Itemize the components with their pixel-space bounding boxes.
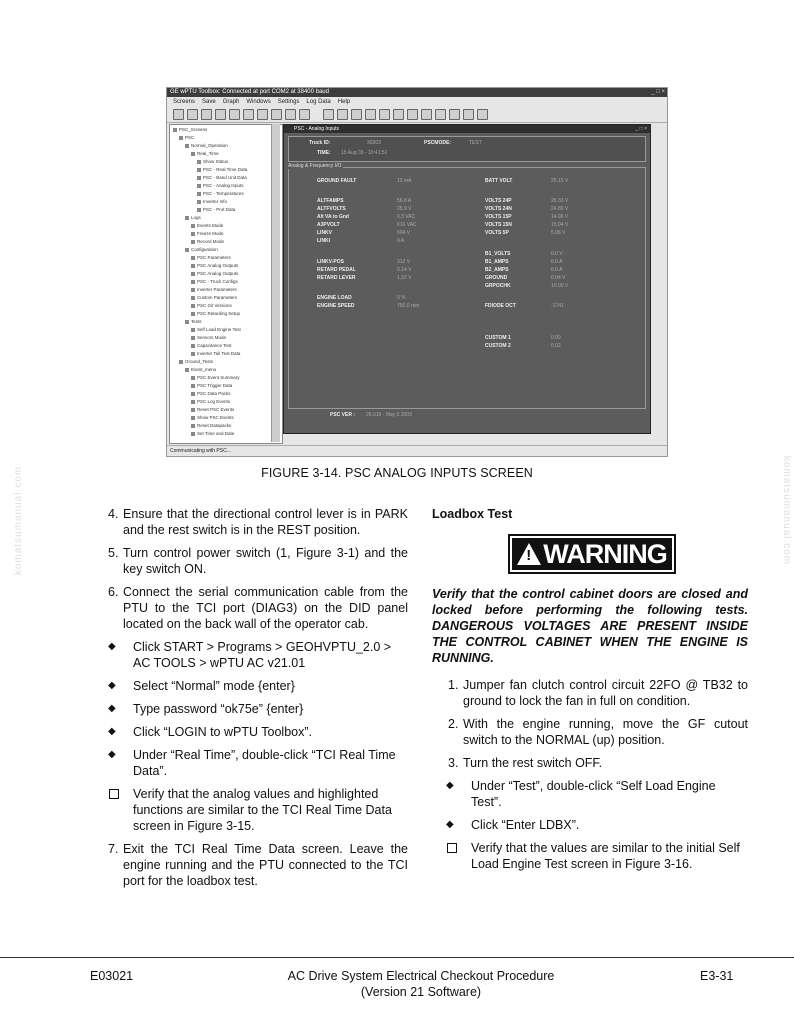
toolbar-button-icon[interactable] xyxy=(407,109,418,120)
truck-id-label: Truck ID: xyxy=(309,140,331,146)
field-value: 24.89 V xyxy=(551,206,569,212)
bullet-step xyxy=(446,817,748,833)
step-number: 3. xyxy=(448,756,459,770)
footer-title-line1: AC Drive System Electrical Checkout Procedure xyxy=(287,969,555,983)
tree-item[interactable]: Real_Time xyxy=(191,151,219,157)
field-label: ALTFVOLTS xyxy=(317,206,346,212)
step-text: Connect the serial communication cable from the PTU to the TCI port (DIAG3) on the DID panel located on the back wall of the operator cab. xyxy=(123,585,408,631)
step-number: 4. xyxy=(108,507,119,521)
tree-item[interactable]: Normal_Operation xyxy=(185,143,228,149)
field-value: 0.3 VAC xyxy=(397,214,416,220)
bullet-step xyxy=(108,639,408,671)
tree-item[interactable]: PSC Data Packs xyxy=(191,391,231,397)
toolbar-button-icon[interactable] xyxy=(421,109,432,120)
toolbar-button-icon[interactable] xyxy=(229,109,240,120)
tree-item[interactable]: Show PSC Events xyxy=(191,415,234,421)
tree-item[interactable]: Inverter Parameters xyxy=(191,287,237,293)
step-text: Click “Enter LDBX”. xyxy=(471,818,580,832)
tree-item[interactable]: Set Time and Date xyxy=(191,431,234,437)
tree-item[interactable]: Capacitance Test xyxy=(191,343,231,349)
field-value: 14.96 V xyxy=(551,214,569,220)
field-label: ENGINE LOAD xyxy=(317,295,352,301)
diamond-bullet-icon: ◆ xyxy=(108,703,116,714)
warning-triangle-icon xyxy=(517,543,541,565)
field-label: B2_AMPS xyxy=(485,267,509,273)
tree-item[interactable]: Logs xyxy=(185,215,201,221)
field-value: 15.04 V xyxy=(551,222,569,228)
numbered-step xyxy=(108,584,408,632)
field-label: GROUND xyxy=(485,275,508,281)
field-label: ALTFAMPS xyxy=(317,198,344,204)
toolbar-button-icon[interactable] xyxy=(449,109,460,120)
figure-caption: FIGURE 3-14. PSC ANALOG INPUTS SCREEN xyxy=(261,466,533,480)
field-label: VOLTS 15N xyxy=(485,222,512,228)
pscmode-value: TEST xyxy=(469,140,482,146)
step-text: With the engine running, move the GF cutout switch to the NORMAL (up) position. xyxy=(463,717,748,747)
toolbar-button-icon[interactable] xyxy=(271,109,282,120)
pscmode-label: PSCMODE: xyxy=(424,140,451,146)
watermark-left: komatsumanual.com xyxy=(13,465,25,576)
numbered-step xyxy=(108,545,408,577)
toolbar-button-icon[interactable] xyxy=(215,109,226,120)
toolbar-button-icon[interactable] xyxy=(323,109,334,120)
numbered-step xyxy=(448,677,748,709)
analog-inputs-window: PSC - Analog Inputs _ □ × Truck ID: 30303 PSCMODE: TEST TIME: 15 Aug 03 - 10:41:51 Analog & Frequency I/O GROUND FAULT 12 mA ALTFAMPS 56.8 A ALTFVOLTS 25.9 V Alt VA to Gnd 0.3 VAC A3PVOLT 616 VAC LINKV 604 V LINKI 0 A LINKV-POS 312 V RETARD PEDAL 0.14 V RETARD LEVER 1.32 V ENGINE LOAD 0 % ENGINE SPEED 750.0 rpm BATT VOLT 25.15 V VOLTS 24P 25.33 V VOLTS 24N 24.89 V VOLTS 15P 14.96 V VOLTS 15N 15.04 V VOLTS 5P 5.06 V B1_VOLTS 0.0 V B1_AMPS 0.0 A B2_AMPS 0.0 A GROUND 0.04 V GRPOCHK 10.00 V FDIODE OCT -1741 CUSTOM 1 0.00 CUSTOM 2 0.02 PSC VER : 26.015 - May 5 2003 xyxy=(283,124,651,434)
field-label: FDIODE OCT xyxy=(485,303,516,309)
field-label: VOLTS 15P xyxy=(485,214,512,220)
field-value: 0.14 V xyxy=(397,267,412,273)
toolbar-button-icon[interactable] xyxy=(285,109,296,120)
tree-item[interactable]: Custom Parameters xyxy=(191,295,237,301)
tree-item[interactable]: Ground_Tests xyxy=(179,359,213,365)
field-value: 0 % xyxy=(397,295,406,301)
numbered-step xyxy=(448,755,748,771)
footer-rule xyxy=(0,957,794,958)
diamond-bullet-icon: ◆ xyxy=(108,749,116,760)
tree-item[interactable]: Configuration xyxy=(185,247,218,253)
field-label: ENGINE SPEED xyxy=(317,303,355,309)
numbered-step xyxy=(108,506,408,538)
tree-item[interactable]: PSC Analog Outputs xyxy=(191,263,238,269)
tree-item[interactable]: PSC Git Versions xyxy=(191,303,232,309)
field-value: 25.9 V xyxy=(397,206,412,212)
step-number: 6. xyxy=(108,585,119,599)
numbered-step xyxy=(448,716,748,748)
menu-item[interactable]: Save xyxy=(202,99,216,105)
field-label: VOLTS 24N xyxy=(485,206,512,212)
field-label: GRPOCHK xyxy=(485,283,511,289)
tree-item[interactable]: Show Status xyxy=(197,159,228,165)
field-label: VOLTS 24P xyxy=(485,198,512,204)
diamond-bullet-icon: ◆ xyxy=(108,641,116,652)
right-column xyxy=(432,506,748,879)
field-label: LINKI xyxy=(317,238,331,244)
field-value: 56.8 A xyxy=(397,198,412,204)
right-steps xyxy=(432,677,748,872)
watermark-right: komatsumanual.com xyxy=(781,455,793,566)
tree-item[interactable]: Freeze Mode xyxy=(191,231,224,237)
step-text: Type password “ok75e” {enter} xyxy=(133,702,304,716)
field-value: 0.04 V xyxy=(551,275,566,281)
field-label: VOLTS 5P xyxy=(485,230,509,236)
menu-item[interactable]: Settings xyxy=(277,99,300,105)
toolbar-button-icon[interactable] xyxy=(351,109,362,120)
tree-item[interactable]: PSC Trigger Data xyxy=(191,383,232,389)
field-value: 1.32 V xyxy=(397,275,412,281)
field-label: LINKV-POS xyxy=(317,259,344,265)
menu-item[interactable]: Windows xyxy=(246,99,271,105)
toolbar-button-icon[interactable] xyxy=(463,109,474,120)
field-label: Alt VA to Gnd xyxy=(317,214,349,220)
analog-panel xyxy=(288,163,646,409)
tree-item[interactable]: PSC - Prot Data xyxy=(197,207,235,213)
field-value: 312 V xyxy=(397,259,411,265)
footer-title xyxy=(0,968,794,1000)
tree-item[interactable]: Self Load Engine Test xyxy=(191,327,241,333)
bullet-step xyxy=(108,747,408,779)
checkbox-step xyxy=(108,786,408,834)
numbered-step xyxy=(108,841,408,889)
child-window-title: PSC - Analog Inputs xyxy=(294,126,340,132)
footer-title-line2: (Version 21 Software) xyxy=(360,985,482,999)
diamond-bullet-icon: ◆ xyxy=(108,680,116,691)
toolbar-button-icon[interactable] xyxy=(201,109,212,120)
menu-item[interactable]: Screens xyxy=(173,99,196,105)
tree-item[interactable]: PSC Log Events xyxy=(191,399,230,405)
field-value: 604 V xyxy=(397,230,411,236)
tree-item[interactable]: PSC - Real Time Data xyxy=(197,167,247,173)
tree-item[interactable]: PSC Analog Outputs xyxy=(191,271,238,277)
step-text: Verify that the values are similar to the initial Self Load Engine Test screen in Figure 3-16. xyxy=(471,841,740,871)
field-value: 25.33 V xyxy=(551,198,569,204)
step-text: Turn control power switch (1, Figure 3-1) and the key switch ON. xyxy=(123,546,408,576)
field-label: B1_VOLTS xyxy=(485,251,511,257)
field-value: 0.0 A xyxy=(551,267,563,273)
step-number: 1. xyxy=(448,678,459,692)
field-label: GROUND FAULT xyxy=(317,178,357,184)
step-text: Turn the rest switch OFF. xyxy=(463,756,603,770)
diamond-bullet-icon: ◆ xyxy=(446,819,454,830)
warning-box xyxy=(508,534,676,574)
tree-item[interactable]: Inverter Info xyxy=(197,199,227,205)
field-label: LINKV xyxy=(317,230,332,236)
toolbar-button-icon[interactable] xyxy=(365,109,376,120)
field-label: A3PVOLT xyxy=(317,222,340,228)
tree-item[interactable]: PSC Event Summary xyxy=(191,375,240,381)
field-value: 0.00 xyxy=(551,335,561,341)
tree-item[interactable]: PSC xyxy=(179,135,194,141)
tree-item[interactable]: PSC - Band Unit Data xyxy=(197,175,247,181)
tree-item[interactable]: Inverter Tail Test Data xyxy=(191,351,240,357)
checkbox-icon xyxy=(447,843,457,853)
left-column xyxy=(108,506,408,896)
footer-doc-number: E03021 xyxy=(90,969,134,983)
toolbar-button-icon[interactable] xyxy=(477,109,488,120)
screenshot-figure xyxy=(166,87,668,457)
bullet-step xyxy=(446,778,748,810)
field-value: 750.0 rpm xyxy=(397,303,420,309)
toolbar-button-icon[interactable] xyxy=(173,109,184,120)
field-value: 5.06 V xyxy=(551,230,566,236)
tree-item[interactable]: PSC - Truck Configs xyxy=(191,279,238,285)
time-value: 15 Aug 03 - 10:41:51 xyxy=(341,150,388,156)
menu-item[interactable]: Log Data xyxy=(306,99,331,105)
footer-page-number: E3-31 xyxy=(700,969,734,983)
tree-item[interactable]: Tests xyxy=(185,319,202,325)
field-value: 616 VAC xyxy=(397,222,417,228)
menu-item[interactable]: Graph xyxy=(222,99,240,105)
field-label: CUSTOM 1 xyxy=(485,335,511,341)
field-label: RETARD PEDAL xyxy=(317,267,356,273)
tree-item[interactable]: Event_menu xyxy=(185,367,216,373)
toolbar-button-icon[interactable] xyxy=(435,109,446,120)
step-number: 5. xyxy=(108,546,119,560)
tree-item[interactable]: Record Mode xyxy=(191,239,224,245)
loadbox-test-heading: Loadbox Test xyxy=(432,507,513,521)
panel-caption: Analog & Frequency I/O xyxy=(288,163,342,169)
tree-item[interactable]: PSC - Temperatures xyxy=(197,191,244,197)
field-value: 10.00 V xyxy=(551,283,569,289)
field-value: 0 A xyxy=(397,238,405,244)
tree-item[interactable]: PSC Parameters xyxy=(191,255,231,261)
diamond-bullet-icon: ◆ xyxy=(108,726,116,737)
checkbox-icon xyxy=(109,789,119,799)
checkbox-step xyxy=(446,840,748,872)
menu-bar xyxy=(167,98,667,106)
toolbar-button-icon[interactable] xyxy=(187,109,198,120)
status-bar: Communicating with PSC... xyxy=(167,445,667,456)
field-value: -1741 xyxy=(551,303,564,309)
step-text: Click “LOGIN to wPTU Toolbox”. xyxy=(133,725,312,739)
field-value: 0.0 V xyxy=(551,251,563,257)
step-text: Jumper fan clutch control circuit 22FO @ TB32 to ground to lock the fan in full on condition. xyxy=(463,678,748,708)
tree-item[interactable]: Sensors Mode xyxy=(191,335,226,341)
toolbar-button-icon[interactable] xyxy=(299,109,310,120)
header-panel xyxy=(288,136,646,162)
toolbar-button-icon[interactable] xyxy=(393,109,404,120)
warning-text: Verify that the control cabinet doors are closed and locked before performing the following tests. DANGEROUS VOLTAGES ARE PRESENT INSIDE THE CONTROL CABINET WHEN THE ENGINE IS RUNNING. xyxy=(432,587,748,665)
tree-item[interactable]: Reset Datapacks xyxy=(191,423,231,429)
menu-item[interactable]: Help xyxy=(337,99,351,105)
field-value: 0.0 A xyxy=(551,259,563,265)
time-label: TIME: xyxy=(317,150,331,156)
step-text: Verify that the analog values and highlighted functions are similar to the TCI Real Time Data screen in Figure 3-15. xyxy=(133,787,392,833)
field-value: 0.02 xyxy=(551,343,561,349)
step-text: Click START > Programs > GEOHVPTU_2.0 > AC TOOLS > wPTU AC v21.01 xyxy=(133,640,392,670)
field-value: 12 mA xyxy=(397,178,412,184)
step-text: Select “Normal” mode {enter} xyxy=(133,679,295,693)
tree-item[interactable]: PSC - Analog Inputs xyxy=(197,183,244,189)
field-label: CUSTOM 2 xyxy=(485,343,511,349)
toolbar xyxy=(167,106,667,123)
bullet-step xyxy=(108,724,408,740)
bullet-step xyxy=(108,678,408,694)
bullet-step xyxy=(108,701,408,717)
step-text: Under “Real Time”, double-click “TCI Real Time Data”. xyxy=(133,748,396,778)
window-title: GE wPTU Toolbox: Connected at port COM2 at 38400 baud xyxy=(167,88,667,97)
field-label: B1_AMPS xyxy=(485,259,509,265)
toolbar-button-icon[interactable] xyxy=(243,109,254,120)
tree-item[interactable]: Events Mode xyxy=(191,223,223,229)
step-text: Ensure that the directional control lever is in PARK and the rest switch is in the REST position. xyxy=(123,507,408,537)
diamond-bullet-icon: ◆ xyxy=(446,780,454,791)
toolbar-button-icon[interactable] xyxy=(379,109,390,120)
step-text: Exit the TCI Real Time Data screen. Leave the engine running and the PTU connected to the TCI port for the loadbox test. xyxy=(123,842,408,888)
tree-scrollbar xyxy=(271,124,280,442)
field-label: BATT VOLT xyxy=(485,178,513,184)
warning-label: WARNING xyxy=(543,539,667,569)
toolbar-button-icon[interactable] xyxy=(257,109,268,120)
step-number: 2. xyxy=(448,717,459,731)
psc-ver-value: 26.015 - May 5 2003 xyxy=(366,412,412,418)
tree-item[interactable]: PSC Retarding Setup xyxy=(191,311,240,317)
truck-id-value: 30303 xyxy=(367,140,381,146)
toolbar-button-icon[interactable] xyxy=(337,109,348,120)
step-text: Under “Test”, double-click “Self Load Engine Test”. xyxy=(471,779,716,809)
field-label: RETARD LEVER xyxy=(317,275,356,281)
psc-ver-label: PSC VER : xyxy=(330,412,356,418)
step-number: 7. xyxy=(108,842,119,856)
tree-item[interactable]: Reset PSC Events xyxy=(191,407,234,413)
tree-item[interactable]: PSC_Screens xyxy=(173,127,207,133)
window-buttons: _ □ × xyxy=(651,89,665,95)
field-value: 25.15 V xyxy=(551,178,569,184)
screen-tree xyxy=(169,124,283,444)
